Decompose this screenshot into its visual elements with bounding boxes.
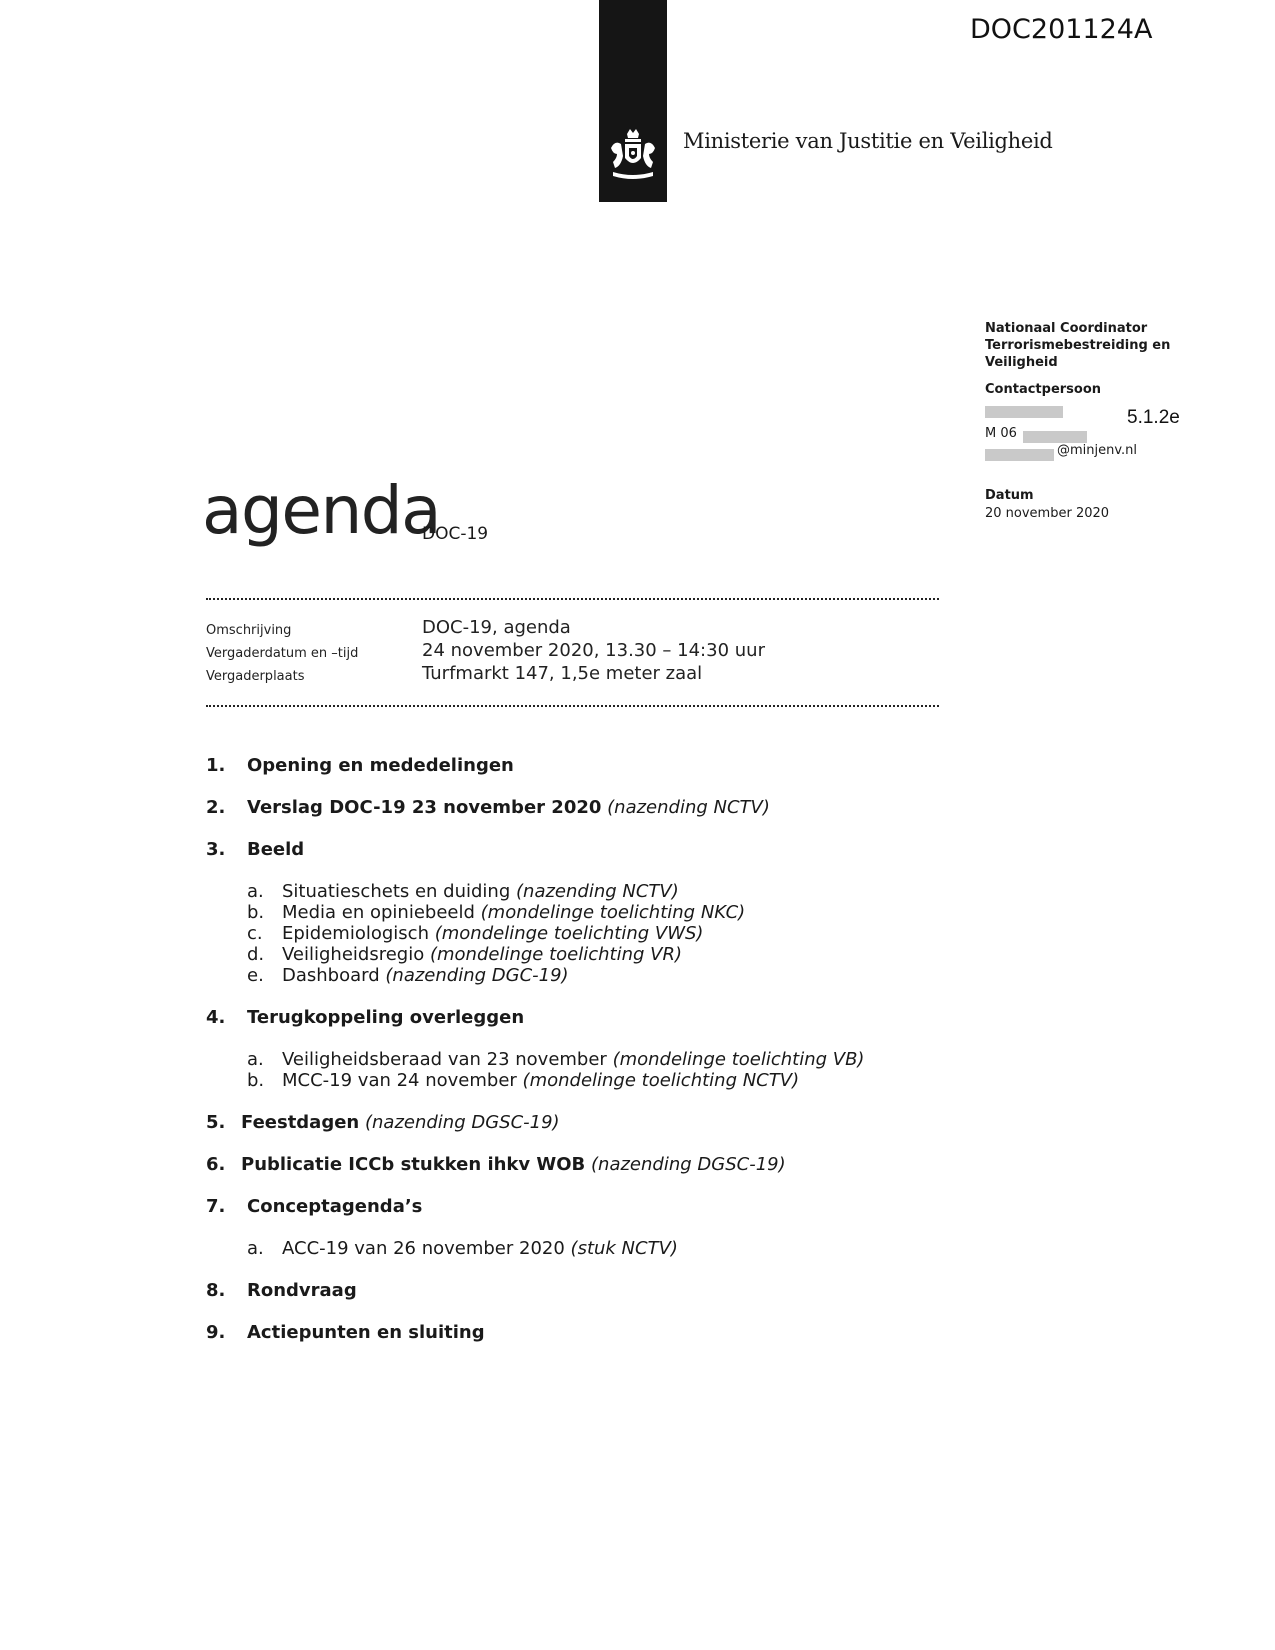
- item-title: Conceptagenda’s: [247, 1196, 423, 1217]
- item-title: Publicatie ICCb stukken ihkv WOB: [241, 1154, 586, 1175]
- item-title: Opening en mededelingen: [247, 755, 514, 776]
- subitem-text: MCC-19 van 24 november: [282, 1070, 517, 1091]
- redaction-block: [1023, 431, 1087, 443]
- subitem-note: (mondelinge toelichting VR): [429, 944, 682, 965]
- royal-crest-icon: [603, 126, 663, 186]
- item-number: 4.: [206, 1007, 226, 1028]
- agenda-subitem: [247, 1238, 678, 1259]
- subitem-text: Epidemiologisch: [282, 923, 429, 944]
- agenda-item: [206, 797, 770, 818]
- email-suffix: @minjenv.nl: [1057, 443, 1138, 458]
- dotted-divider: [206, 705, 939, 707]
- agenda-item: [206, 1280, 357, 1301]
- document-code: DOC201124A: [970, 14, 1153, 45]
- agenda-item: [206, 839, 304, 860]
- item-note: (nazending NCTV): [607, 797, 770, 818]
- subitem-note: (mondelinge toelichting VWS): [434, 923, 704, 944]
- subitem-letter: c.: [247, 923, 263, 944]
- item-title: Actiepunten en sluiting: [247, 1322, 485, 1343]
- subitem-note: (nazending NCTV): [516, 881, 679, 902]
- agenda-item: [206, 1154, 786, 1175]
- item-note: (nazending DGSC-19): [364, 1112, 560, 1133]
- meta-label-plaats: Vergaderplaats: [206, 669, 305, 684]
- subitem-letter: a.: [247, 881, 264, 902]
- item-number: 2.: [206, 797, 226, 818]
- meta-label-datum: Vergaderdatum en –tijd: [206, 646, 359, 661]
- agenda-item: [206, 1007, 524, 1028]
- agenda-subitem: [247, 902, 745, 923]
- subitem-note: (mondelinge toelichting NCTV): [522, 1070, 800, 1091]
- sidebar-organisation: Nationaal Coordinator Terrorismebestreiding en Veiligheid: [985, 321, 1171, 370]
- subitem-text: Media en opiniebeeld: [282, 902, 475, 923]
- date-value: 20 november 2020: [985, 506, 1110, 521]
- item-title: Rondvraag: [247, 1280, 357, 1301]
- item-title: Verslag DOC-19 23 november 2020: [247, 797, 602, 818]
- subitem-letter: b.: [247, 902, 265, 923]
- subitem-note: (mondelinge toelichting VB): [612, 1049, 865, 1070]
- item-number: 7.: [206, 1196, 226, 1217]
- subitem-note: (stuk NCTV): [570, 1238, 678, 1259]
- item-number: 3.: [206, 839, 226, 860]
- ministry-logo-bar: [599, 0, 667, 202]
- redaction-code: 5.1.2e: [1127, 407, 1180, 428]
- page-title: agenda: [202, 472, 441, 549]
- date-label: Datum: [985, 488, 1034, 503]
- meta-value-plaats: Turfmarkt 147, 1,5e meter zaal: [422, 663, 703, 684]
- agenda-subitem: [247, 881, 679, 902]
- agenda-item: [206, 755, 514, 776]
- agenda-subitem: [247, 1049, 864, 1070]
- subitem-letter: a.: [247, 1238, 264, 1259]
- item-number: 6.: [206, 1154, 226, 1175]
- meta-value-omschrijving: DOC-19, agenda: [422, 617, 571, 638]
- subitem-text: Dashboard: [282, 965, 380, 986]
- meta-value-datum: 24 november 2020, 13.30 – 14:30 uur: [422, 640, 765, 661]
- subitem-text: ACC-19 van 26 november 2020: [282, 1238, 565, 1259]
- redaction-block: [985, 449, 1054, 461]
- agenda-subitem: [247, 923, 703, 944]
- subitem-letter: d.: [247, 944, 265, 965]
- contact-label: Contactpersoon: [985, 382, 1102, 397]
- subitem-note: (nazending DGC-19): [385, 965, 569, 986]
- item-title: Beeld: [247, 839, 305, 860]
- subitem-letter: e.: [247, 965, 264, 986]
- meta-label-omschrijving: Omschrijving: [206, 623, 292, 638]
- dotted-divider: [206, 598, 939, 600]
- agenda-item: [206, 1196, 422, 1217]
- subitem-letter: b.: [247, 1070, 265, 1091]
- title-code: DOC-19: [422, 524, 489, 544]
- subitem-note: (mondelinge toelichting NKC): [480, 902, 746, 923]
- subitem-text: Veiligheidsberaad van 23 november: [282, 1049, 607, 1070]
- item-title: Terugkoppeling overleggen: [247, 1007, 525, 1028]
- item-number: 9.: [206, 1322, 226, 1343]
- item-note: (nazending DGSC-19): [591, 1154, 786, 1175]
- agenda-subitem: [247, 965, 569, 986]
- agenda-item: [206, 1322, 485, 1343]
- item-number: 1.: [206, 755, 226, 776]
- item-title: Feestdagen: [241, 1112, 360, 1133]
- agenda-subitem: [247, 944, 682, 965]
- redaction-block: [985, 406, 1063, 418]
- agenda-item: [206, 1112, 560, 1133]
- item-number: 8.: [206, 1280, 226, 1301]
- subitem-text: Veiligheidsregio: [282, 944, 425, 965]
- subitem-letter: a.: [247, 1049, 264, 1070]
- agenda-subitem: [247, 1070, 799, 1091]
- phone-prefix: M 06: [985, 426, 1017, 441]
- item-number: 5.: [206, 1112, 226, 1133]
- ministry-name: Ministerie van Justitie en Veiligheid: [683, 129, 1053, 153]
- subitem-text: Situatieschets en duiding: [282, 881, 511, 902]
